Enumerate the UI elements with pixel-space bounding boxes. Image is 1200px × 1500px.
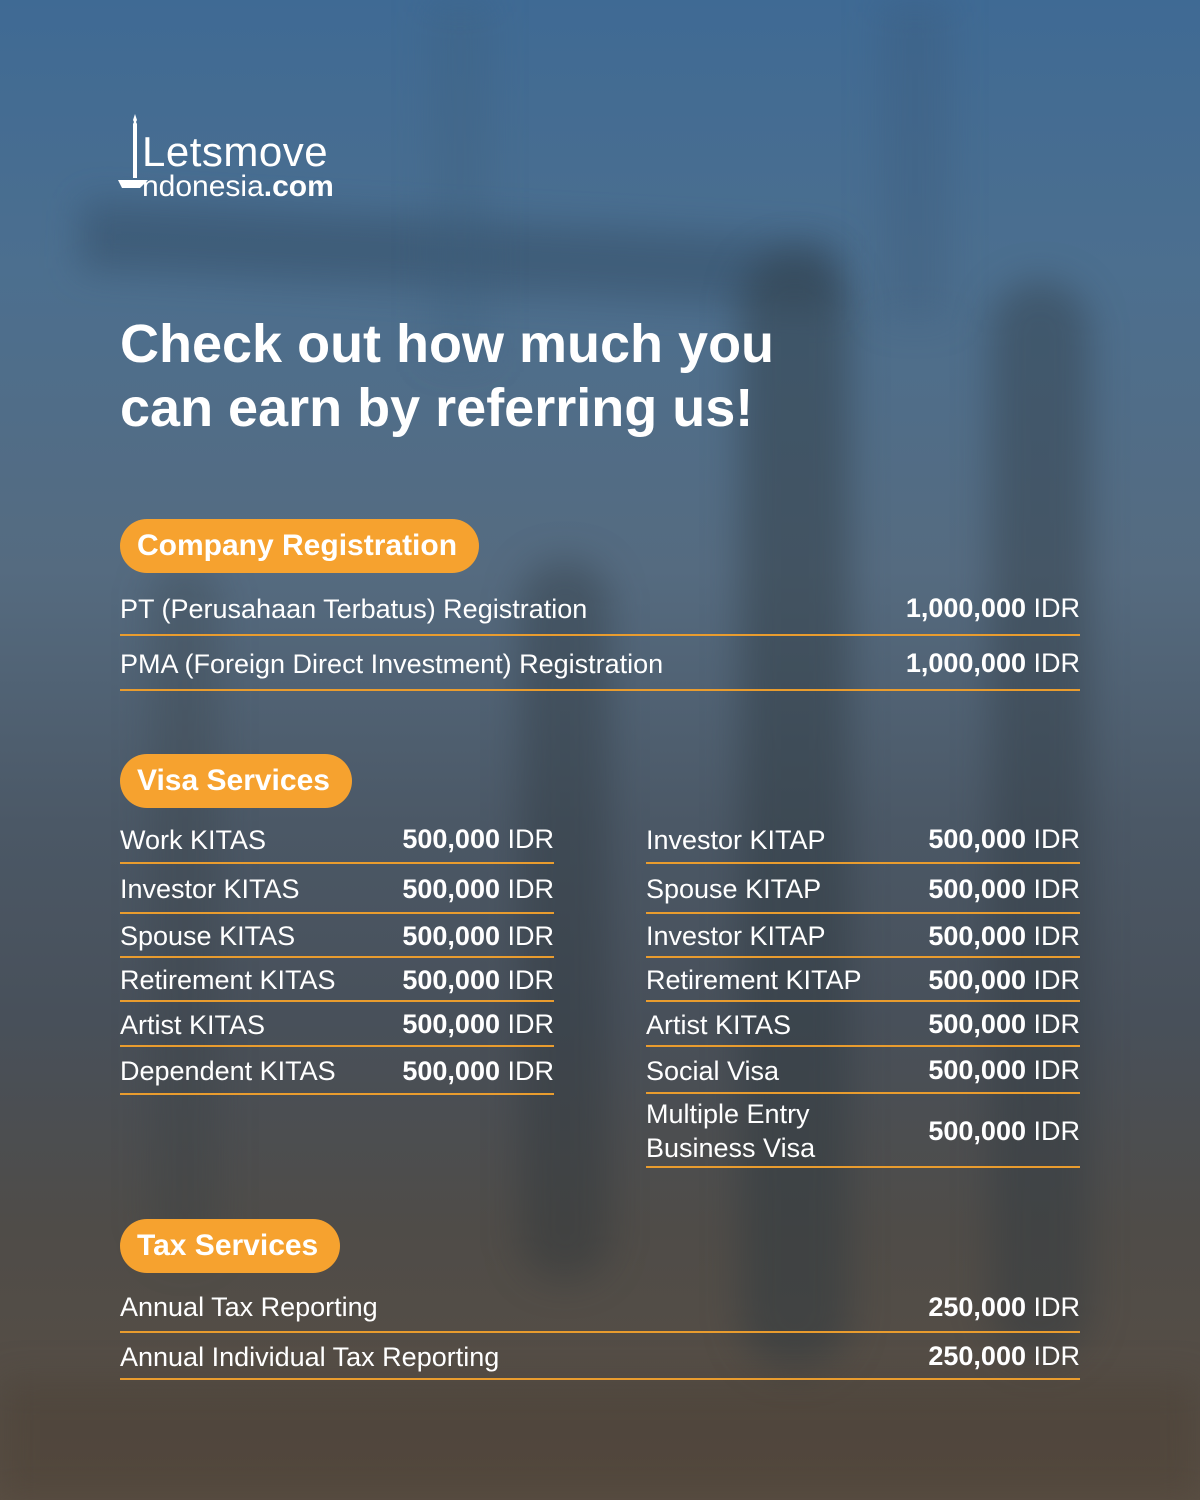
brand-name-line2 xyxy=(142,170,334,204)
row-price xyxy=(402,1009,554,1040)
row-amount: 1,000,000 xyxy=(905,593,1026,623)
company-registration-row xyxy=(120,583,1080,636)
row-amount: 250,000 xyxy=(928,1341,1026,1371)
row-label: PMA (Foreign Direct Investment) Registration xyxy=(120,648,664,679)
visa-left-row xyxy=(120,866,554,914)
row-amount: 500,000 xyxy=(402,920,500,951)
visa-right-row xyxy=(646,1004,1080,1047)
row-label: Social Visa xyxy=(646,1055,780,1086)
row-currency: IDR xyxy=(507,920,554,951)
row-label: Annual Tax Reporting xyxy=(120,1292,378,1322)
row-price xyxy=(402,824,554,855)
row-amount: 1,000,000 xyxy=(905,648,1026,678)
row-label: PT (Perusahaan Terbatus) Registration xyxy=(120,593,588,624)
tax-services-row xyxy=(120,1335,1080,1380)
row-amount: 500,000 xyxy=(402,1055,500,1086)
visa-right-row xyxy=(646,817,1080,864)
row-label: Retirement KITAS xyxy=(120,965,336,995)
visa-services-heading: Visa Services xyxy=(120,754,352,808)
row-amount: 500,000 xyxy=(928,824,1026,854)
row-label-line1: Multiple Entry xyxy=(646,1099,810,1129)
row-currency: IDR xyxy=(1033,824,1080,854)
visa-left-row xyxy=(120,1004,554,1047)
row-amount: 500,000 xyxy=(928,1115,1026,1146)
row-price xyxy=(928,1292,1080,1323)
row-amount: 500,000 xyxy=(402,824,500,854)
company-registration-heading: Company Registration xyxy=(120,519,479,573)
row-amount: 500,000 xyxy=(928,873,1026,904)
visa-right-row xyxy=(646,866,1080,914)
row-price xyxy=(906,648,1080,679)
row-label: Retirement KITAP xyxy=(646,965,862,995)
headline-line2: can earn by referring us! xyxy=(120,378,754,438)
row-amount: 500,000 xyxy=(928,1055,1026,1085)
visa-right-row xyxy=(646,1049,1080,1094)
visa-left-row xyxy=(120,817,554,864)
row-currency: IDR xyxy=(1033,1115,1080,1146)
visa-right-row xyxy=(646,1096,1080,1168)
row-price xyxy=(928,1055,1080,1086)
row-label xyxy=(646,1097,815,1165)
row-label: Spouse KITAS xyxy=(120,921,296,951)
page-headline xyxy=(120,312,774,440)
row-price xyxy=(928,1341,1080,1372)
row-currency: IDR xyxy=(1033,1009,1080,1039)
row-label: Investor KITAS xyxy=(120,874,300,904)
row-price xyxy=(906,593,1080,624)
visa-left-row xyxy=(120,960,554,1002)
row-amount: 500,000 xyxy=(928,920,1026,951)
row-currency: IDR xyxy=(507,873,554,904)
row-label-line2: Business Visa xyxy=(646,1133,816,1163)
row-amount: 500,000 xyxy=(402,873,500,904)
row-currency: IDR xyxy=(1033,964,1080,995)
tax-services-row xyxy=(120,1283,1080,1333)
row-amount: 250,000 xyxy=(928,1291,1026,1322)
row-currency: IDR xyxy=(507,824,554,854)
row-currency: IDR xyxy=(1033,1055,1080,1085)
brand-name-main: ndonesia xyxy=(142,170,264,203)
row-price xyxy=(402,1056,554,1087)
row-label: Investor KITAP xyxy=(646,824,826,855)
row-price xyxy=(402,921,554,952)
visa-left-row xyxy=(120,916,554,958)
row-price xyxy=(928,1009,1080,1040)
company-registration-row xyxy=(120,638,1080,691)
row-label: Investor KITAP xyxy=(646,921,826,951)
row-currency: IDR xyxy=(1033,1341,1080,1371)
row-price xyxy=(928,824,1080,855)
row-label: Artist KITAS xyxy=(120,1009,266,1040)
row-currency: IDR xyxy=(507,1055,554,1086)
row-label: Artist KITAS xyxy=(646,1009,792,1040)
row-price xyxy=(928,965,1080,996)
row-price xyxy=(928,874,1080,905)
row-currency: IDR xyxy=(1033,920,1080,951)
row-currency: IDR xyxy=(1033,873,1080,904)
row-currency: IDR xyxy=(1033,593,1080,623)
brand-name-line1: Letsmove xyxy=(142,128,329,175)
row-price xyxy=(402,874,554,905)
tax-services-heading: Tax Services xyxy=(120,1219,340,1273)
visa-right-row xyxy=(646,960,1080,1002)
row-label: Dependent KITAS xyxy=(120,1056,336,1086)
row-label: Annual Individual Tax Reporting xyxy=(120,1341,500,1372)
row-label: Spouse KITAP xyxy=(646,874,822,904)
row-amount: 500,000 xyxy=(402,964,500,995)
row-amount: 500,000 xyxy=(928,1009,1026,1039)
row-amount: 500,000 xyxy=(928,964,1026,995)
brand-domain-suffix: .com xyxy=(263,170,334,203)
visa-left-row xyxy=(120,1049,554,1095)
row-currency: IDR xyxy=(1033,648,1080,678)
row-amount: 500,000 xyxy=(402,1009,500,1039)
visa-right-row xyxy=(646,916,1080,958)
row-currency: IDR xyxy=(1033,1291,1080,1322)
headline-line1: Check out how much you xyxy=(120,314,775,374)
row-price xyxy=(928,921,1080,952)
row-label: Work KITAS xyxy=(120,824,267,855)
row-price xyxy=(928,1116,1080,1147)
row-currency: IDR xyxy=(507,964,554,995)
row-currency: IDR xyxy=(507,1009,554,1039)
row-price xyxy=(402,965,554,996)
